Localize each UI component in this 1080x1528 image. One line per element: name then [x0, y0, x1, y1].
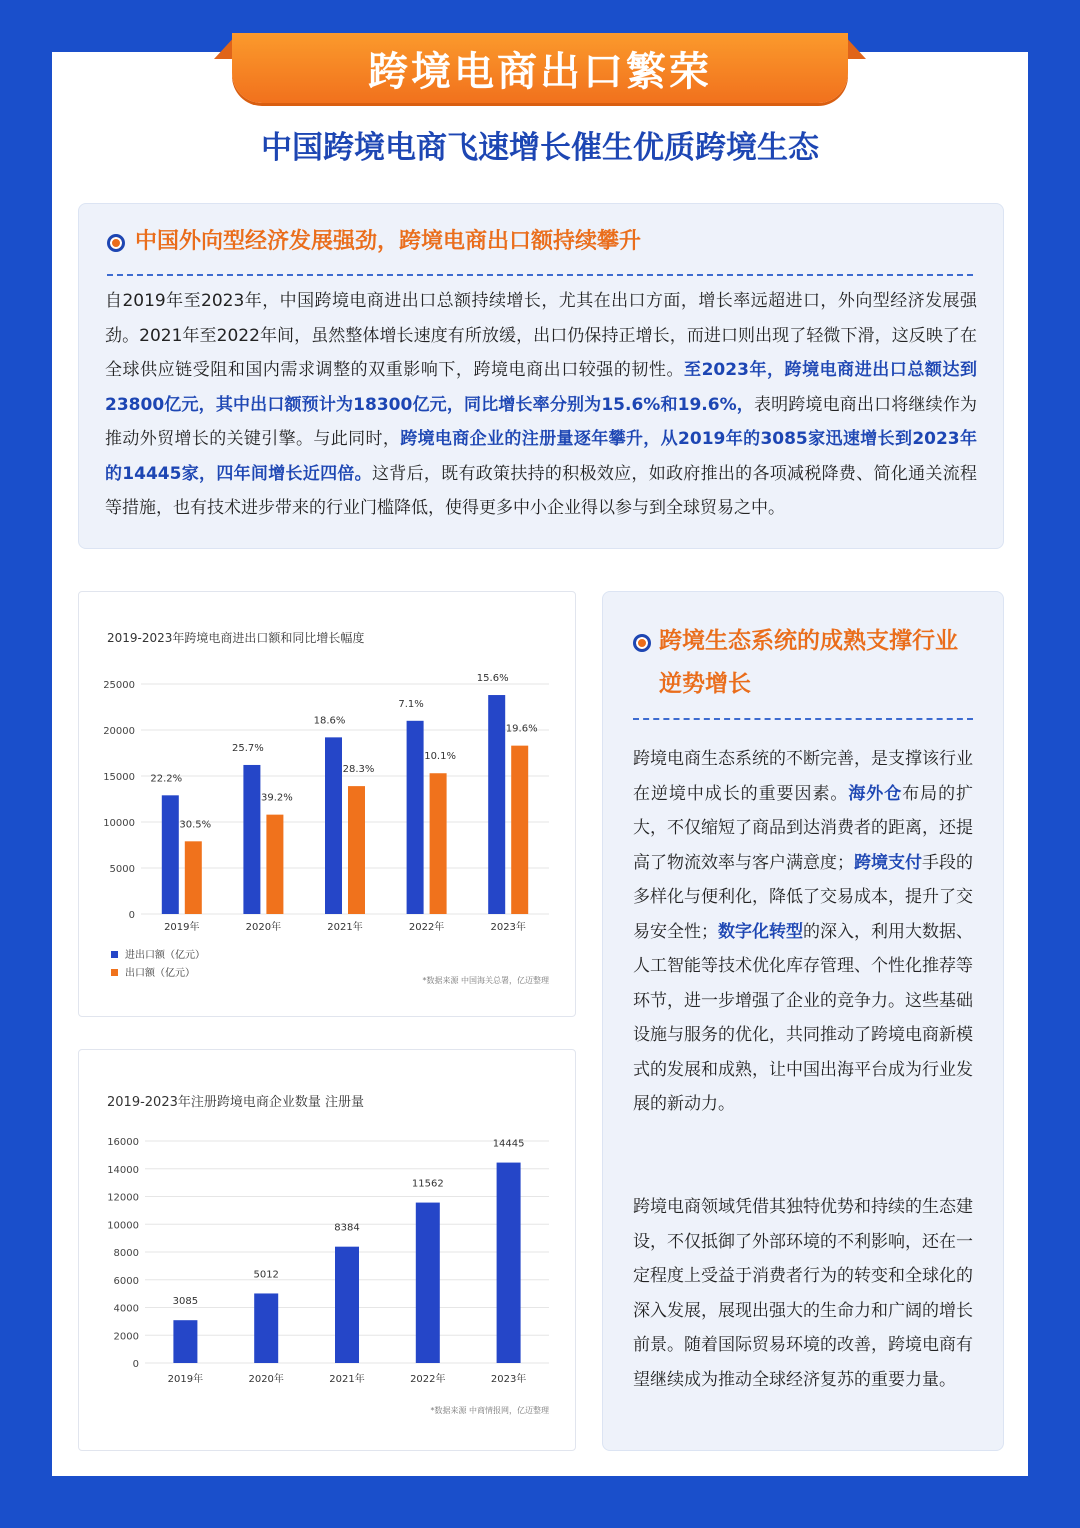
y-tick-label: 14000: [107, 1164, 139, 1176]
section1-divider: [107, 274, 973, 276]
section1-body: [105, 284, 977, 526]
chart2-card: [78, 1049, 576, 1451]
data-label: 30.5%: [179, 819, 212, 831]
section2-heading: 跨境生态系统的成熟支撑行业逆势增长: [659, 628, 958, 697]
data-label: 11562: [411, 1178, 444, 1190]
y-tick-label: 2000: [113, 1331, 139, 1343]
bar-registrations: [254, 1293, 278, 1363]
x-tick-label: 2020年: [245, 922, 282, 933]
data-label: 3085: [172, 1296, 199, 1308]
x-tick-label: 2020年: [248, 1374, 284, 1385]
section2-card: [602, 591, 1004, 1451]
data-label: 14445: [492, 1138, 525, 1150]
data-label: 19.6%: [505, 723, 538, 735]
data-label: 10.1%: [424, 751, 456, 763]
data-label: 15.6%: [476, 673, 509, 685]
x-tick-label: 2023年: [490, 1374, 527, 1385]
y-tick-label: 10000: [107, 1220, 139, 1232]
chart1-card: [78, 591, 576, 1017]
bar-registrations: [497, 1163, 521, 1363]
data-label: 7.1%: [398, 698, 424, 710]
chart2-source: *数据来源 中商情报网，亿迈整理: [430, 1406, 549, 1415]
section2-body-1: [633, 742, 973, 1122]
section1-highlight-1: 至2023年，跨境电商进出口总额达到23800亿元，其中出口额预计为18300亿元，同比增长率分别为15.6%和19.6%，: [105, 360, 977, 415]
y-tick-label: 5000: [109, 864, 135, 875]
chart1-source: *数据来源 中国海关总署，亿迈整理: [422, 976, 549, 985]
section1-text-3: 这背后，既有政策扶持的积极效应，如政府推出的各项减税降费、简化通关流程等措施，也有技术进步带来的行业门槛降低，使得更多中小企业得以参与到全球贸易之中。: [105, 463, 977, 518]
section2-text-4: 的深入，利用大数据、人工智能等技术优化库存管理、个性化推荐等环节，进一步增强了企业的竞争力。这些基础设施与服务的优化，共同推动了跨境电商新模式的发展和成熟，让中国出海平台成为行业发展的新动力。: [633, 921, 973, 1114]
data-label: 25.7%: [232, 742, 264, 754]
legend-label: 进出口额（亿元）: [125, 950, 205, 961]
section2-text-3: 手段的多样化与便利化，降低了交易成本，提升了交易安全性；: [633, 852, 973, 942]
bar-export: [511, 746, 528, 914]
bar-total: [488, 695, 505, 914]
legend-swatch: [111, 951, 118, 958]
legend-label: 出口额（亿元）: [125, 968, 195, 979]
section1-text-2: 表明跨境电商出口将继续作为推动外贸增长的关键引擎。与此同时，: [105, 394, 977, 449]
x-tick-label: 2019年: [167, 1374, 204, 1385]
banner-title: 跨境电商出口繁荣: [232, 33, 848, 103]
section1-highlight-2: 跨境电商企业的注册量逐年攀升，从2019年的3085家迅速增长到2023年的14445家，四年间增长近四倍。: [105, 429, 977, 484]
y-tick-label: 12000: [107, 1192, 139, 1204]
x-tick-label: 2021年: [327, 922, 363, 933]
page-subtitle: 中国跨境电商飞速增长催生优质跨境生态: [261, 130, 819, 166]
data-label: 28.3%: [342, 764, 375, 776]
y-tick-label: 6000: [113, 1275, 139, 1287]
bullet-icon: [633, 634, 651, 652]
section2-text-1: 跨境电商生态系统的不断完善，是支撑该行业在逆境中成长的重要因素。: [633, 749, 973, 804]
section2-highlight-1: 海外仓: [848, 783, 903, 804]
y-tick-label: 8000: [113, 1248, 139, 1259]
data-label: 22.2%: [150, 773, 183, 785]
y-tick-label: 20000: [103, 726, 135, 737]
chart2-svg: [79, 1050, 575, 1450]
y-tick-label: 4000: [113, 1303, 139, 1315]
bar-registrations: [335, 1247, 359, 1363]
bar-total: [407, 721, 424, 914]
data-label: 8384: [334, 1222, 360, 1234]
bar-registrations: [173, 1320, 197, 1363]
bullet-icon: [107, 234, 125, 252]
bar-total: [243, 765, 260, 914]
bar-export: [430, 773, 447, 914]
bar-total: [162, 795, 179, 914]
x-tick-label: 2022年: [408, 922, 445, 933]
x-tick-label: 2019年: [164, 922, 200, 933]
section2-body-2: 跨境电商领域凭借其独特优势和持续的生态建设，不仅抵御了外部环境的不利影响，还在一定程度上受益于消费者行为的转变和全球化的深入发展，展现出强大的生命力和广阔的增长前景。随着国际贸易环境的改善，跨境电商有望继续成为推动全球经济复苏的重要力量。: [633, 1197, 973, 1390]
section2-divider: [633, 718, 973, 720]
bar-total: [325, 737, 342, 914]
section1-text-1: 自2019年至2023年，中国跨境电商进出口总额持续增长，尤其在出口方面，增长率远超进口，外向型经济发展强劲。2021年至2022年间，虽然整体增长速度有所放缓，出口仍保持正增长，而进口则出现了轻微下滑，这反映了在全球供应链受阻和国内需求调整的双重影响下，跨境电商出口较强的韧性。: [105, 291, 977, 380]
data-label: 18.6%: [313, 715, 346, 727]
y-tick-label: 0: [128, 910, 135, 921]
legend-swatch: [111, 969, 118, 976]
bar-export: [185, 841, 202, 914]
section2-highlight-3: 数字化转型: [718, 921, 803, 942]
chart1-svg: [79, 592, 575, 1016]
x-tick-label: 2021年: [329, 1374, 365, 1385]
y-tick-label: 16000: [107, 1137, 139, 1148]
chart1-title: 2019-2023年跨境电商进出口额和同比增长幅度: [107, 631, 365, 645]
bar-export: [266, 815, 283, 914]
data-label: 39.2%: [261, 792, 293, 804]
y-tick-label: 0: [132, 1359, 139, 1370]
x-tick-label: 2023年: [490, 922, 526, 933]
bar-registrations: [416, 1203, 440, 1363]
section1-card: [78, 203, 1004, 549]
y-tick-label: 10000: [103, 818, 135, 829]
section1-heading: 中国外向型经济发展强劲，跨境电商出口额持续攀升: [135, 229, 642, 254]
section2-text-2: 布局的扩大，不仅缩短了商品到达消费者的距离，还提高了物流效率与客户满意度；: [633, 783, 974, 873]
chart2-title: 2019-2023年注册跨境电商企业数量 注册量: [107, 1095, 364, 1110]
data-label: 5012: [253, 1269, 279, 1281]
x-tick-label: 2022年: [410, 1374, 446, 1385]
section2-highlight-2: 跨境支付: [854, 852, 922, 873]
y-tick-label: 25000: [103, 680, 135, 691]
y-tick-label: 15000: [103, 772, 135, 783]
bar-export: [348, 786, 365, 914]
